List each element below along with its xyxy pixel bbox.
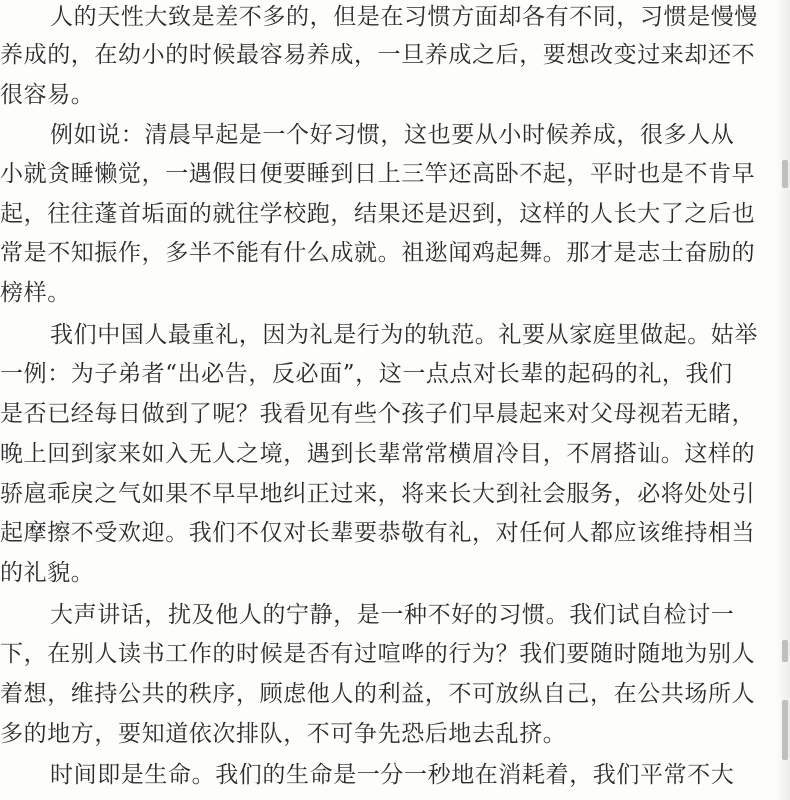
text-line: 大声讲话，扰及他人的宁静，是一种不好的习惯。我们试自检讨一: [50, 602, 735, 628]
text-line: 养成的，在幼小的时候最容易养成，一旦养成之后，要想改变过来却还不: [0, 42, 756, 68]
text-line: 我们中国人最重礼，因为礼是行为的轨范。礼要从家庭里做起。姑举: [50, 322, 758, 348]
text-line: 着想，维持公共的秩序，顾虑他人的利益，不可放纵自己，在公共场所人: [0, 681, 756, 707]
text-line: 时间即是生命。我们的生命是一分一秒地在消耗着，我们平常不大: [50, 762, 735, 788]
text-line: 常是不知振作，多半不能有什么成就。祖逖闻鸡起舞。那才是志士奋励的: [0, 240, 756, 266]
text-line: 榜样。: [0, 280, 71, 306]
text-line: 多的地方，要知道依次排队，不可争先恐后地去乱挤。: [0, 721, 567, 747]
text-line: 下，在别人读书工作的时候是否有过喧哗的行为？我们要随时随地为别人: [0, 641, 756, 667]
scan-edge-shadow: [776, 0, 790, 800]
text-line: 的礼貌。: [0, 560, 95, 586]
text-line: 一例：为子弟者“出必告，反必面”，这一点点对长辈的起码的礼，我们: [0, 361, 733, 387]
text-line: 骄扈乖戾之气如果不早早地纠正过来，将来长大到社会服务，必将处处引: [0, 481, 756, 507]
text-line: 起，往往蓬首垢面的就往学校跑，结果还是迟到，这样的人长大了之后也: [0, 201, 756, 227]
text-line: 晚上回到家来如入无人之境，遇到长辈常常横眉冷目，不屑搭讪。这样的: [0, 441, 756, 467]
text-line: 小就贪睡懒觉，一遇假日便要睡到日上三竿还高卧不起，平时也是不肯早: [0, 161, 756, 187]
text-line: 起摩擦不受欢迎。我们不仅对长辈要恭敬有礼，对任何人都应该维持相当: [0, 520, 756, 546]
text-line: 人的天性大致是差不多的，但是在习惯方面却各有不同，习惯是慢慢: [50, 4, 758, 30]
text-line: 很容易。: [0, 82, 95, 108]
text-line: 是否已经每日做到了呢？我看见有些个孩子们早晨起来对父母视若无睹，: [0, 401, 756, 427]
scan-edge-mark: [782, 160, 788, 188]
scan-edge-mark: [782, 640, 788, 662]
scan-edge-mark: [782, 700, 788, 760]
text-line: 例如说：清晨早起是一个好习惯，这也要从小时候养成，很多人从: [50, 122, 735, 148]
